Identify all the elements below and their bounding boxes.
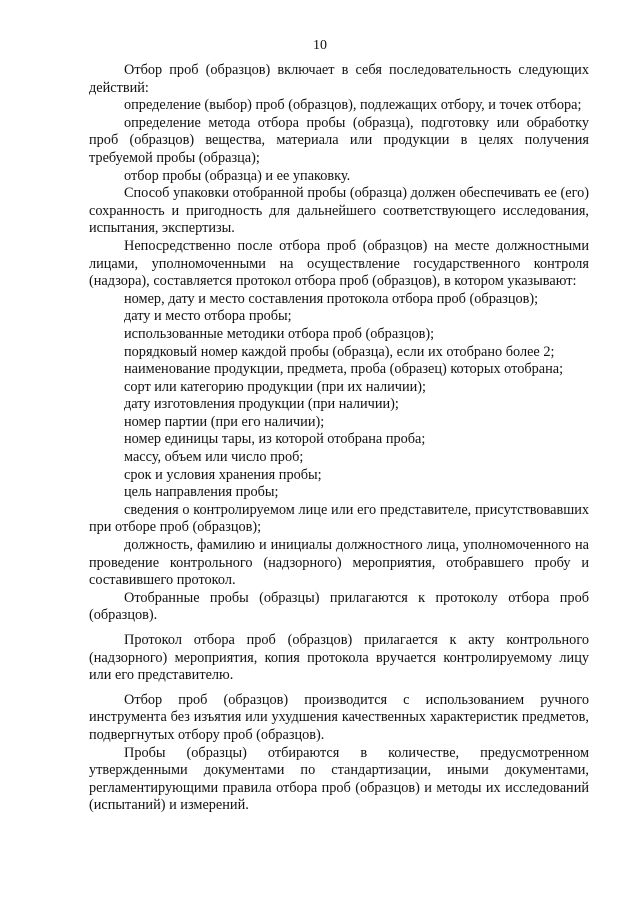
list-item: сорт или категорию продукции (при их наличии); bbox=[124, 378, 427, 395]
page-number: 10 bbox=[313, 38, 327, 53]
list-item: дату и место отбора пробы; bbox=[124, 308, 292, 325]
list-item: определение (выбор) проб (образцов), подлежащих отбору, и точек отбора; bbox=[124, 97, 582, 114]
list-item: номер единицы тары, из которой отобрана проба; bbox=[124, 431, 426, 448]
list-item: отбор пробы (образца) и ее упаковку. bbox=[124, 167, 351, 184]
list-item: определение метода отбора пробы (образца), подготовку или обработку проб (образцов) вещества, материала или продукции в целях получения требуемой пробы (образца); bbox=[89, 114, 589, 166]
paragraph-samples: Отобранные пробы (образцы) прилагаются к протоколу отбора проб (образцов). bbox=[89, 589, 589, 624]
list-item: наименование продукции, предмета, проба (образец) которых отобрана; bbox=[124, 361, 564, 378]
paragraph-packaging: Способ упаковки отобранной пробы (образца) должен обеспечивать ее (его) сохранность и пригодность для дальнейшего соответствующего исследования, испытания, экспертизы. bbox=[89, 185, 589, 237]
paragraph-protocol-attached: Протокол отбора проб (образцов) прилагается к акту контрольного (надзорного) мероприятия, копия протокола вручается контролируемому лицу или его представителю. bbox=[89, 632, 589, 684]
paragraph-quantity: Пробы (образцы) отбираются в количестве, предусмотренном утвержденными документами по стандартизации, иными документами, регламентирующими правила отбора проб (образцов) и методы их исследований (испытаний) и измерений. bbox=[89, 744, 589, 814]
paragraph-protocol: Непосредственно после отбора проб (образцов) на месте должностными лицами, уполномоченными на осуществление государственного контроля (надзора), составляется протокол отбора проб (образцов), в котором указывают: bbox=[89, 237, 589, 290]
list-item: номер, дату и место составления протокола отбора проб (образцов); bbox=[124, 290, 539, 307]
document-body bbox=[89, 62, 589, 815]
list-item: использованные методики отбора проб (образцов); bbox=[124, 325, 435, 342]
list-item: номер партии (при его наличии); bbox=[124, 413, 325, 430]
list-item: срок и условия хранения пробы; bbox=[124, 466, 322, 483]
paragraph-intro: Отбор проб (образцов) включает в себя последовательность следующих действий: bbox=[89, 62, 589, 96]
list-item: дату изготовления продукции (при наличии); bbox=[124, 396, 399, 413]
list-item: массу, объем или число проб; bbox=[124, 449, 304, 466]
list-item: порядковый номер каждой пробы (образца), если их отобрано более 2; bbox=[124, 343, 555, 360]
list-item: должность, фамилию и инициалы должностного лица, уполномоченного на проведение контрольного (надзорного) мероприятия, отобравшего пробу и составившего протокол. bbox=[89, 537, 589, 589]
list-item: цель направления пробы; bbox=[124, 484, 279, 501]
list-item: сведения о контролируемом лице или его представителе, присутствовавших при отборе проб (образцов); bbox=[89, 501, 589, 536]
paragraph-sampling-method: Отбор проб (образцов) производится с использованием ручного инструмента без изъятия или ухудшения качественных характеристик предметов, подвергнутых отбору проб (образцов). bbox=[89, 691, 589, 743]
